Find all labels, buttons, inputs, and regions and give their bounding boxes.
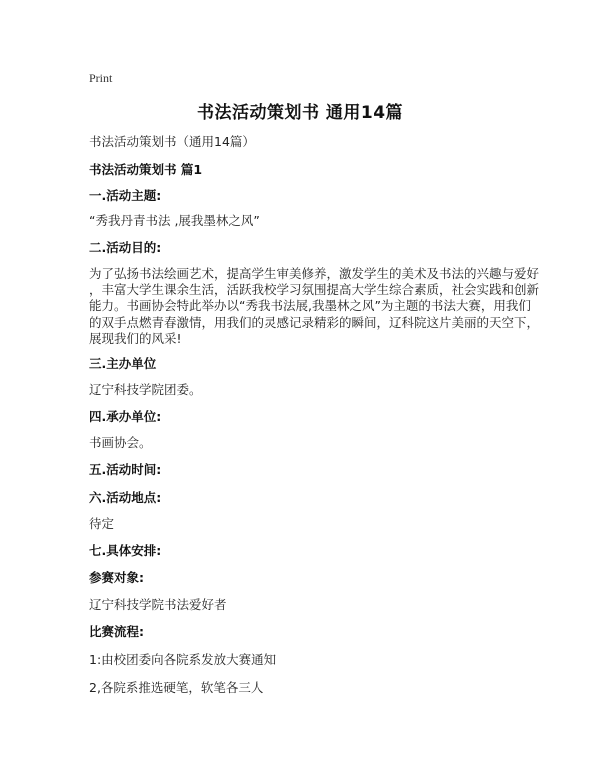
- document-subtitle: 书法活动策划书（通用14篇）: [89, 134, 255, 149]
- organizer-heading: 四.承办单位:: [89, 409, 162, 424]
- process-heading: 比赛流程:: [89, 624, 144, 639]
- time-heading: 五.活动时间:: [89, 462, 162, 477]
- host-heading: 三.主办单位: [89, 356, 157, 371]
- organizer-text: 书画协会。: [89, 435, 152, 450]
- participants-heading: 参赛对象:: [89, 570, 144, 585]
- purpose-line: 展现我们的风采!: [89, 330, 182, 346]
- arrangement-heading: 七.具体安排:: [89, 543, 162, 558]
- theme-heading: 一.活动主题:: [89, 188, 162, 203]
- host-text: 辽宁科技学院团委。: [89, 382, 202, 397]
- process-step: 1:由校团委向各院系发放大赛通知: [89, 652, 277, 667]
- purpose-line: ，丰富大学生课余生活，活跃我校学习氛围提高大学生综合素质，社会实践和创新: [89, 282, 540, 298]
- purpose-line: 能力。书画协会特此举办以“秀我书法展,我墨林之风”为主题的书法大赛，用我们: [89, 298, 531, 314]
- purpose-heading: 二.活动目的:: [89, 240, 162, 255]
- process-step: 2,各院系推选硬笔，软笔各三人: [89, 680, 264, 695]
- participants-text: 辽宁科技学院书法爱好者: [89, 597, 227, 612]
- print-label: Print: [89, 71, 113, 85]
- purpose-paragraph: [89, 266, 540, 347]
- document-title: 书法活动策划书 通用14篇: [196, 103, 404, 123]
- location-heading: 六.活动地点:: [89, 490, 162, 505]
- section-title: 书法活动策划书 篇1: [89, 162, 203, 177]
- theme-text: “秀我丹青书法 ,展我墨林之风”: [89, 213, 260, 228]
- location-text: 待定: [89, 516, 115, 531]
- purpose-line: 的双手点燃青春激情，用我们的灵感记录精彩的瞬间，辽科院这片美丽的天空下，: [89, 314, 540, 330]
- purpose-line: 为了弘扬书法绘画艺术，提高学生审美修养，激发学生的美术及书法的兴趣与爱好: [89, 266, 540, 281]
